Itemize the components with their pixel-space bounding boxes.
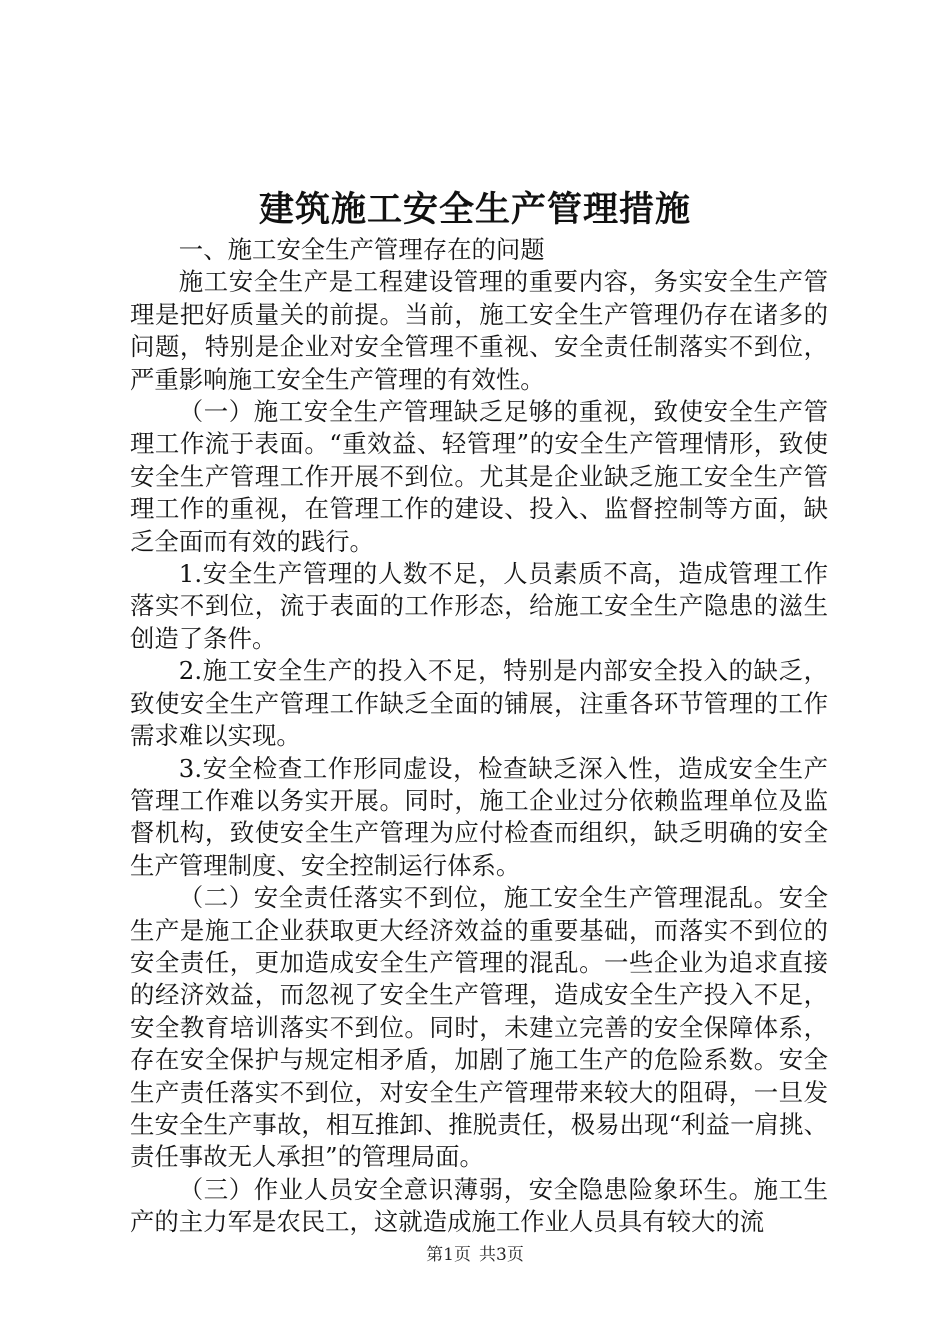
section-heading: 一、施工安全生产管理存在的问题 — [178, 235, 545, 264]
paragraph: 1.安全生产管理的人数不足，人员素质不高，造成管理工作落实不到位，流于表面的工作形态，给施工安全生产隐患的滋生创造了条件。 — [130, 559, 828, 653]
page-footer — [0, 1244, 950, 1266]
paragraph: 2.施工安全生产的投入不足，特别是内部安全投入的缺乏，致使安全生产管理工作缺乏全面的铺展，注重各环节管理的工作需求难以实现。 — [130, 656, 828, 751]
document-body — [130, 234, 828, 1239]
page-total: 共3页 — [479, 1245, 524, 1265]
paragraph: 3.安全检查工作形同虚设，检查缺乏深入性，造成安全生产管理工作难以务实开展。同时，施工企业过分依赖监理单位及监督机构，致使安全生产管理为应付检查而组织，缺乏明确的安全生产管理制度、安全控制运行体系。 — [130, 753, 828, 880]
paragraph: （一）施工安全生产管理缺乏足够的重视，致使安全生产管理工作流于表面。“重效益、轻管理”的安全生产管理情形，致使安全生产管理工作开展不到位。尤其是企业缺乏施工安全生产管理工作的重视，在管理工作的建设、投入、监督控制等方面，缺乏全面而有效的践行。 — [130, 397, 828, 556]
paragraph: （二）安全责任落实不到位，施工安全生产管理混乱。安全生产是施工企业获取更大经济效益的重要基础，而落实不到位的安全责任，更加造成安全生产管理的混乱。一些企业为追求直接的经济效益，而忽视了安全生产管理，造成安全生产投入不足，安全教育培训落实不到位。同时，未建立完善的安全保障体系，存在安全保护与规定相矛盾，加剧了施工生产的危险系数。安全生产责任落实不到位，对安全生产管理带来较大的阻碍，一旦发生安全生产事故，相互推卸、推脱责任，极易出现“利益一肩挑、责任事故无人承担”的管理局面。 — [130, 883, 828, 1172]
page-number: 第1页 — [426, 1245, 471, 1265]
paragraph: 施工安全生产是工程建设管理的重要内容，务实安全生产管理是把好质量关的前提。当前，施工安全生产管理仍存在诸多的问题，特别是企业对安全管理不重视、安全责任制落实不到位，严重影响施工安全生产管理的有效性。 — [130, 267, 828, 394]
document-title: 建筑施工安全生产管理措施 — [258, 189, 691, 230]
paragraph: （三）作业人员安全意识薄弱，安全隐患险象环生。施工生产的主力军是农民工，这就造成施工作业人员具有较大的流 — [130, 1174, 828, 1237]
